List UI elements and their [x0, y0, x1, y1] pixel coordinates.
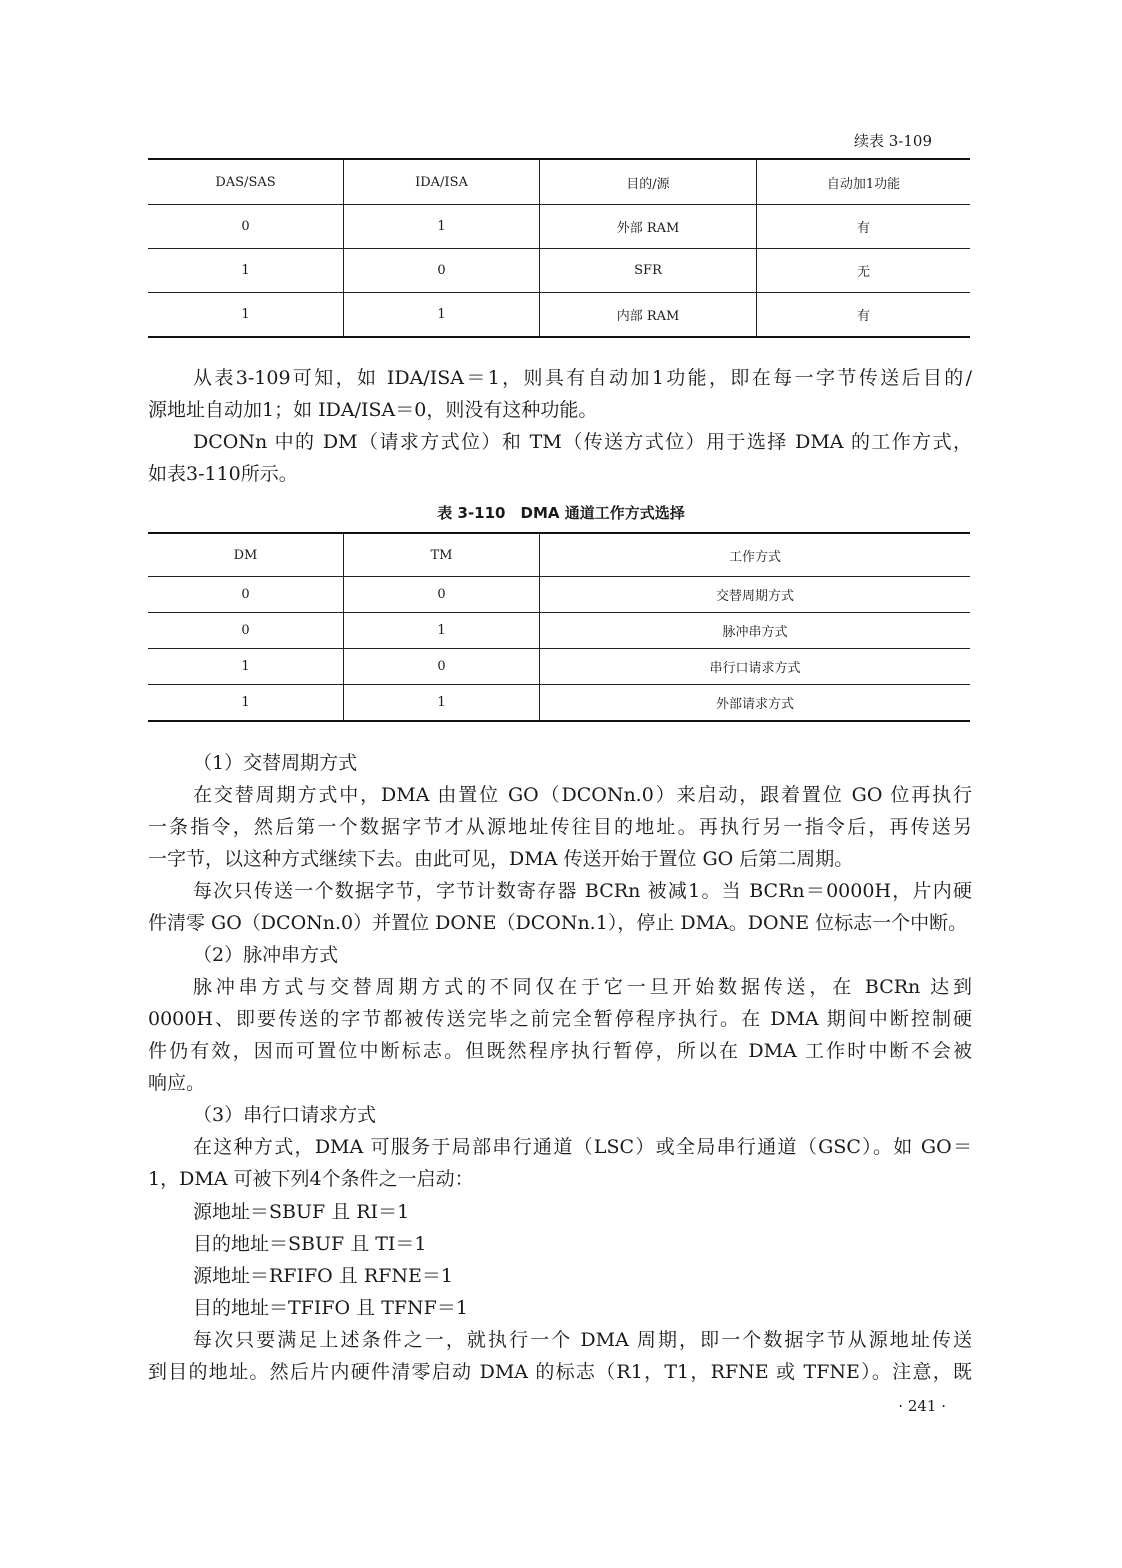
table-row — [148, 577, 970, 613]
table-caption: 表 3-110 DMA 通道工作方式选择 — [437, 504, 685, 522]
table-cell: 外部 RAM — [540, 205, 757, 249]
table-row — [148, 249, 970, 293]
paragraph-line: 在这种方式，DMA 可服务于局部串行通道（LSC）或全局串行通道（GSC）。如 GO＝ — [193, 1136, 972, 1158]
table-cell: 交替周期方式 — [540, 577, 971, 613]
condition-line: 源地址＝RFIFO 且 RFNE＝1 — [193, 1265, 453, 1287]
table-cell: 有 — [757, 205, 971, 249]
page-number: · 241 · — [898, 1397, 946, 1415]
table-cell: 0 — [148, 613, 344, 649]
table-cell: 1 — [148, 249, 344, 293]
paragraph-line: 响应。 — [148, 1072, 206, 1094]
table-cell: 1 — [148, 649, 344, 685]
header-cell: DM — [148, 533, 344, 577]
table-cell: 1 — [344, 205, 540, 249]
paragraph-line: 件仍有效，因而可置位中断标志。但既然程序执行暂停，所以在 DMA 工作时中断不会被 — [148, 1040, 972, 1062]
table-cell: 0 — [148, 205, 344, 249]
table-cell: 1 — [344, 613, 540, 649]
header-cell: 目的/源 — [540, 159, 757, 205]
table-row — [148, 293, 970, 338]
header-cell: DAS/SAS — [148, 159, 344, 205]
table-cell: 1 — [148, 685, 344, 722]
paragraph-line: DCONn 中的 DM（请求方式位）和 TM（传送方式位）用于选择 DMA 的工作方式， — [193, 431, 972, 453]
table-cell: 串行口请求方式 — [540, 649, 971, 685]
paragraph-line: 一条指令，然后第一个数据字节才从源地址传往目的地址。再执行另一指令后，再传送另 — [148, 816, 972, 838]
table-row — [148, 205, 970, 249]
table-3-109-continued — [148, 158, 970, 338]
paragraph-line: 从表3-109可知，如 IDA/ISA＝1，则具有自动加1功能，即在每一字节传送后目的/ — [193, 367, 972, 389]
condition-line: 目的地址＝SBUF 且 TI＝1 — [193, 1233, 427, 1255]
section-heading: （3）串行口请求方式 — [193, 1104, 377, 1126]
paragraph-line: 在交替周期方式中，DMA 由置位 GO（DCONn.0）来启动，跟着置位 GO 位再执行 — [193, 784, 972, 806]
paragraph-line: 如表3-110所示。 — [148, 463, 298, 485]
paragraph-line: 一字节，以这种方式继续下去。由此可见，DMA 传送开始于置位 GO 后第二周期。 — [148, 848, 854, 870]
paragraph-line: 1，DMA 可被下列4个条件之一启动： — [148, 1168, 474, 1190]
header-cell: 工作方式 — [540, 533, 971, 577]
condition-line: 源地址＝SBUF 且 RI＝1 — [193, 1201, 410, 1223]
section-heading: （2）脉冲串方式 — [193, 944, 339, 966]
table-cell: 无 — [757, 249, 971, 293]
table-row — [148, 613, 970, 649]
table-cell: 1 — [344, 293, 540, 338]
section-heading: （1）交替周期方式 — [193, 752, 358, 774]
header-cell: IDA/ISA — [344, 159, 540, 205]
table-cell: 0 — [344, 249, 540, 293]
table-cell: 0 — [344, 577, 540, 613]
paragraph-line: 到目的地址。然后片内硬件清零启动 DMA 的标志（R1，T1，RFNE 或 TFNE）。注意，既 — [148, 1361, 972, 1383]
table-cell: 1 — [148, 293, 344, 338]
table-continuation-title: 续表 3-109 — [853, 132, 932, 150]
paragraph-line: 源地址自动加1；如 IDA/ISA＝0，则没有这种功能。 — [148, 399, 598, 421]
table-cell: 外部请求方式 — [540, 685, 971, 722]
table-cell: 内部 RAM — [540, 293, 757, 338]
paragraph-line: 件清零 GO（DCONn.0）并置位 DONE（DCONn.1），停止 DMA。DONE 位标志一个中断。 — [148, 912, 968, 934]
table-cell: 0 — [344, 649, 540, 685]
paragraph-line: 0000H、即要传送的字节都被传送完毕之前完全暂停程序执行。在 DMA 期间中断控制硬 — [148, 1008, 972, 1030]
header-cell: 自动加1功能 — [757, 159, 971, 205]
paragraph-line: 每次只要满足上述条件之一，就执行一个 DMA 周期，即一个数据字节从源地址传送 — [193, 1329, 972, 1351]
table-row — [148, 685, 970, 722]
table-cell: SFR — [540, 249, 757, 293]
table-header-row — [148, 533, 970, 577]
condition-line: 目的地址＝TFIFO 且 TFNF＝1 — [193, 1297, 468, 1319]
table-cell: 有 — [757, 293, 971, 338]
paragraph-line: 每次只传送一个数据字节，字节计数寄存器 BCRn 被减1。当 BCRn＝0000H，片内硬 — [193, 880, 972, 902]
table-header-row — [148, 159, 970, 205]
table-row — [148, 649, 970, 685]
table-3-110 — [148, 532, 970, 722]
table-cell: 1 — [344, 685, 540, 722]
table-cell: 0 — [148, 577, 344, 613]
header-cell: TM — [344, 533, 540, 577]
paragraph-line: 脉冲串方式与交替周期方式的不同仅在于它一旦开始数据传送，在 BCRn 达到 — [193, 976, 972, 998]
table-cell: 脉冲串方式 — [540, 613, 971, 649]
